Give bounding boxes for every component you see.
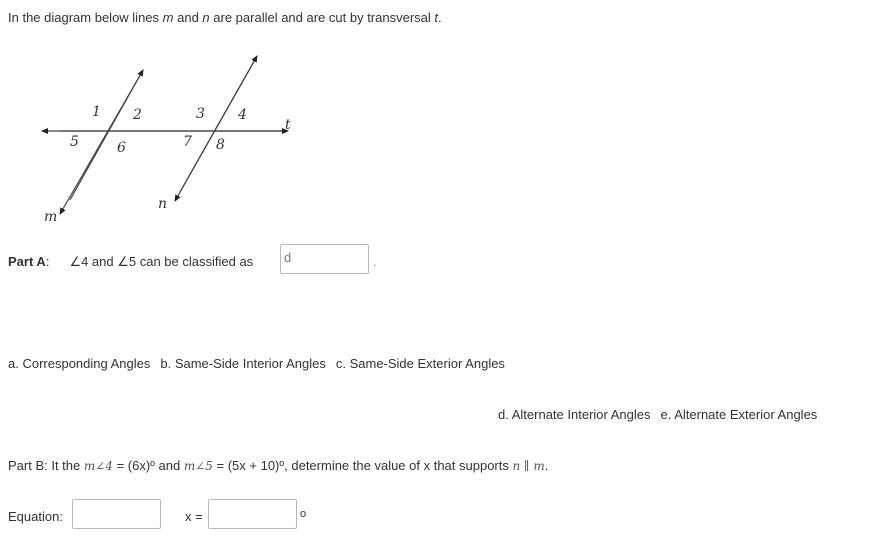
equation-label: Equation: bbox=[8, 509, 63, 524]
choice-a: a. Corresponding Angles bbox=[8, 356, 151, 371]
choice-c: c. Same-Side Exterior Angles bbox=[335, 356, 505, 371]
intro-text: In the diagram below lines m and n are parallel and are cut by transversal t. bbox=[8, 10, 442, 25]
part-a-question: Part A: ∠4 and ∠5 can be classified as bbox=[8, 254, 254, 269]
line-n-top bbox=[180, 56, 257, 192]
line-n-label: n bbox=[158, 196, 168, 212]
angle-4-label: 4 bbox=[238, 107, 247, 123]
part-a-answer-input[interactable]: d bbox=[280, 244, 369, 274]
angle-6-label: 6 bbox=[117, 140, 126, 156]
choices-row-1 bbox=[8, 356, 505, 371]
choices-row-2 bbox=[498, 407, 817, 422]
choice-b: b. Same-Side Interior Angles bbox=[160, 356, 326, 371]
angle-1-label: 1 bbox=[92, 104, 101, 120]
x-value-input[interactable] bbox=[208, 499, 297, 529]
line-m-top bbox=[70, 70, 143, 200]
part-b-question: Part B: It the m∠4 = (6x)º and m∠5 = (5x + 10)º, determine the value of x that supports n ∥ m. bbox=[8, 458, 549, 473]
angle-3-label: 3 bbox=[196, 106, 205, 122]
choice-d: d. Alternate Interior Angles bbox=[498, 407, 651, 422]
line-m-label: m bbox=[44, 209, 58, 225]
angle-8-label: 8 bbox=[216, 137, 225, 153]
angle-2-label: 2 bbox=[133, 107, 142, 123]
part-a-trailing-period: . bbox=[373, 255, 377, 269]
line-t-label: t bbox=[285, 117, 291, 133]
x-label: x = bbox=[185, 509, 203, 524]
choice-e: e. Alternate Exterior Angles bbox=[660, 407, 818, 422]
angle-7-label: 7 bbox=[183, 134, 192, 150]
angle-5-label: 5 bbox=[70, 134, 79, 150]
equation-input[interactable] bbox=[72, 499, 161, 529]
degree-symbol: o bbox=[300, 508, 307, 520]
parallel-lines-diagram bbox=[30, 50, 310, 235]
